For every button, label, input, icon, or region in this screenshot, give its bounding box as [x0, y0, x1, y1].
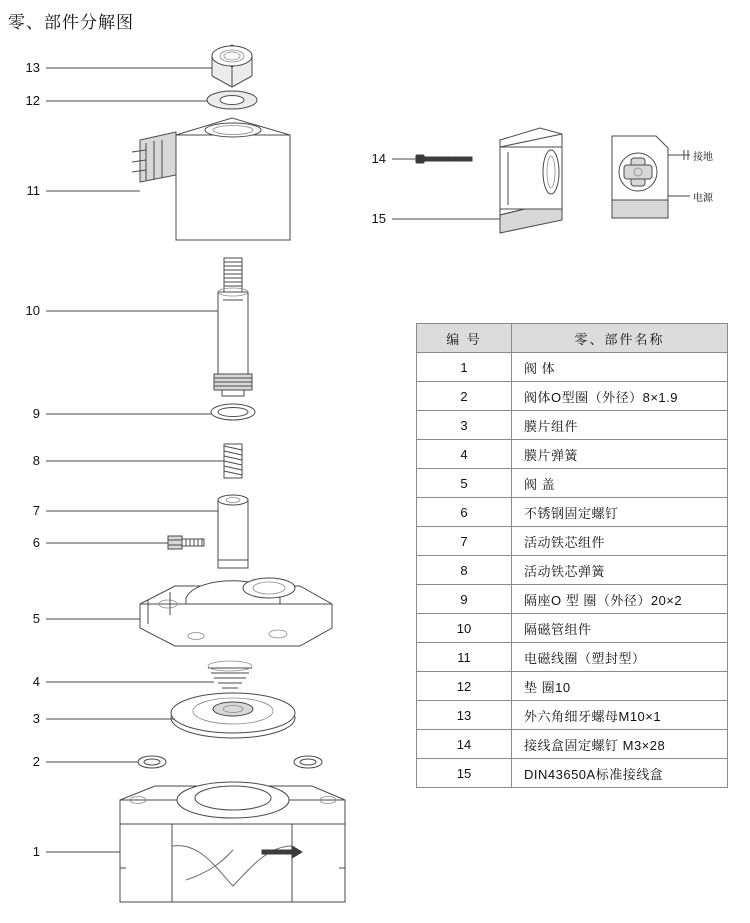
cell-number: 12 — [417, 672, 512, 701]
part-10-armature-tube — [214, 258, 252, 396]
part-6-screw — [168, 536, 204, 549]
part-11-coil — [132, 118, 290, 240]
callout-13: 13 — [25, 60, 40, 75]
callout-7: 7 — [32, 503, 40, 518]
cell-name: DIN43650A标准接线盒 — [512, 759, 728, 788]
part-15-connector-box — [500, 128, 562, 233]
cell-number: 3 — [417, 411, 512, 440]
table-row — [417, 614, 728, 643]
cell-name: 活动铁芯弹簧 — [512, 556, 728, 585]
callout-3: 3 — [32, 711, 40, 726]
table-row — [417, 382, 728, 411]
table-row — [417, 411, 728, 440]
callout-10: 10 — [25, 303, 40, 318]
callout-14: 14 — [371, 151, 386, 166]
table-row — [417, 440, 728, 469]
table-row — [417, 556, 728, 585]
cell-number: 9 — [417, 585, 512, 614]
callout-12: 12 — [25, 93, 40, 108]
part-2-orings — [138, 756, 322, 768]
cell-name: 电磁线圈（塑封型） — [512, 643, 728, 672]
cell-name: 不锈钢固定螺钉 — [512, 498, 728, 527]
cell-name: 阀 体 — [512, 353, 728, 382]
table-row — [417, 353, 728, 382]
header-name: 零、部件名称 — [512, 324, 728, 353]
cell-number: 15 — [417, 759, 512, 788]
part-13-hex-nut — [212, 45, 252, 87]
table-row — [417, 643, 728, 672]
callout-11: 11 — [26, 183, 40, 198]
cell-number: 14 — [417, 730, 512, 759]
cell-name: 垫 圈10 — [512, 672, 728, 701]
table-row — [417, 672, 728, 701]
callout-15: 15 — [371, 211, 386, 226]
table-row — [417, 469, 728, 498]
part-3-diaphragm — [171, 693, 295, 738]
callout-6: 6 — [32, 535, 40, 550]
cell-number: 7 — [417, 527, 512, 556]
callout-4: 4 — [32, 674, 40, 689]
table-row — [417, 701, 728, 730]
part-1-valve-body — [120, 782, 345, 902]
part-4-diaphragm-spring — [208, 661, 252, 688]
cell-number: 1 — [417, 353, 512, 382]
callout-5: 5 — [32, 611, 40, 626]
part-8-spring — [224, 444, 242, 478]
parts-table — [416, 323, 728, 788]
table-row — [417, 585, 728, 614]
cell-number: 2 — [417, 382, 512, 411]
label-ground: 接地 — [693, 152, 713, 163]
header-number: 编 号 — [417, 324, 512, 353]
callout-8: 8 — [32, 453, 40, 468]
cell-name: 活动铁芯组件 — [512, 527, 728, 556]
part-14-screw — [416, 155, 472, 163]
callout-2: 2 — [32, 754, 40, 769]
cell-name: 隔磁管组件 — [512, 614, 728, 643]
cell-number: 8 — [417, 556, 512, 585]
part-9-oring — [211, 404, 255, 420]
table-row — [417, 498, 728, 527]
table-header-row — [417, 324, 728, 353]
cell-name: 接线盒固定螺钉 M3×28 — [512, 730, 728, 759]
cell-name: 阀体O型圈（外径）8×1.9 — [512, 382, 728, 411]
callout-9: 9 — [32, 406, 40, 421]
cell-number: 10 — [417, 614, 512, 643]
table-row — [417, 730, 728, 759]
cell-name: 膜片弹簧 — [512, 440, 728, 469]
cell-name: 外六角细牙螺母M10×1 — [512, 701, 728, 730]
table-row — [417, 759, 728, 788]
part-5-bonnet — [140, 578, 332, 646]
cell-name: 阀 盖 — [512, 469, 728, 498]
connector-front-view — [612, 136, 690, 218]
label-power: 电源 — [693, 193, 713, 204]
cell-name: 膜片组件 — [512, 411, 728, 440]
cell-number: 6 — [417, 498, 512, 527]
part-7-movable-core — [218, 495, 248, 568]
cell-number: 4 — [417, 440, 512, 469]
part-12-washer — [207, 91, 257, 109]
table-row — [417, 527, 728, 556]
cell-number: 13 — [417, 701, 512, 730]
cell-number: 11 — [417, 643, 512, 672]
page-title: 零、部件分解图 — [8, 13, 134, 32]
cell-number: 5 — [417, 469, 512, 498]
cell-name: 隔座O 型 圈（外径）20×2 — [512, 585, 728, 614]
callout-1: 1 — [32, 844, 40, 859]
